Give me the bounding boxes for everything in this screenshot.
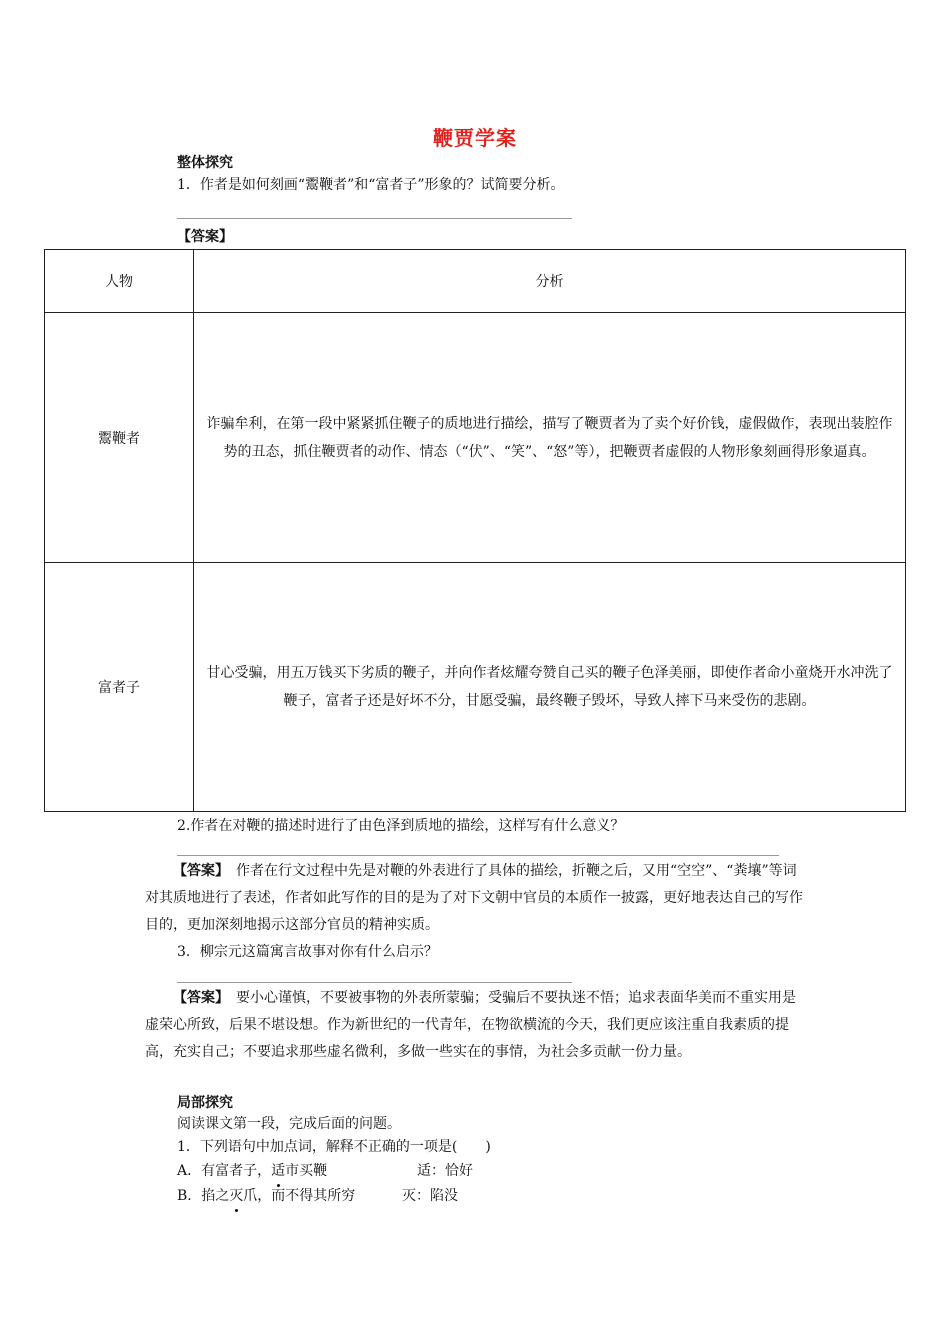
option-a-gloss: 适：恰好 [417, 1163, 473, 1179]
document-title: 鞭贾学案 [433, 126, 517, 150]
row-analysis-text: 诈骗牟利，在第一段中紧紧抓住鞭子的质地进行描绘，描写了鞭贾者为了卖个好价钱，虚假做作，表现出装腔作势的丑态，抓住鞭贾者的动作、情态（“伏”、“笑”、“怒”等），把鞭贾者虚假的人物形象刻画得形象逼真。 [206, 415, 893, 460]
table-row [45, 563, 906, 812]
answer-2 [145, 858, 805, 939]
answer-label-1: 【答案】 [177, 229, 233, 245]
section-heading-overall: 整体探究 [177, 155, 233, 171]
header-person: 人物 [45, 250, 194, 313]
section-intro: 阅读课文第一段，完成后面的问题。 [177, 1116, 401, 1132]
option-a-suffix: 市买鞭 [285, 1163, 328, 1179]
answer-label-2: 【答案】 [173, 863, 222, 879]
analysis-table [44, 249, 906, 812]
option-a [177, 1161, 777, 1182]
answer-label-3: 【答案】 [173, 990, 222, 1006]
section-heading-local: 局部探究 [177, 1095, 233, 1111]
answer-line-1 [177, 218, 572, 219]
option-b-dotted-word: 灭 [229, 1186, 243, 1207]
row-person: 富者子 [45, 563, 194, 812]
question-3: 3．柳宗元这篇寓言故事对你有什么启示？ [177, 944, 438, 960]
option-a-prefix: A．有富者子， [177, 1163, 272, 1179]
option-b [177, 1186, 777, 1207]
answer-line-2 [177, 855, 779, 856]
answer-line-3 [177, 982, 572, 983]
answer-3 [145, 985, 805, 1066]
table-row [45, 313, 906, 563]
row-analysis-text: 甘心受骗，用五万钱买下劣质的鞭子，并向作者炫耀夸赞自己买的鞭子色泽美丽，即使作者命小童烧开水冲洗了鞭子，富者子还是好坏不分，甘愿受骗，最终鞭子毁坏，导致人摔下马来受伤的悲剧。 [206, 665, 893, 709]
answer-3-text: 要小心谨慎，不要被事物的外表所蒙骗；受骗后不要执迷不悟；追求表面华美而不重实用是虚荣心所致，后果不堪设想。作为新世纪的一代青年，在物欲横流的今天，我们更应该注重自我素质的提高，充实自己；不要追求那些虚名微利，多做一些实在的事情，为社会多贡献一份力量。 [145, 990, 796, 1060]
row-analysis [194, 313, 906, 563]
header-analysis: 分析 [194, 250, 906, 313]
option-b-gloss: 灭：陷没 [402, 1188, 458, 1204]
option-b-suffix: 爪，而不得其所穷 [243, 1188, 356, 1204]
question-2: 2.作者在对鞭的描述时进行了由色泽到质地的描绘，这样写有什么意义？ [177, 818, 625, 834]
option-a-dotted-word: 适 [271, 1161, 285, 1182]
option-b-prefix: B．掐之 [177, 1188, 230, 1204]
table-header-row [45, 250, 906, 313]
answer-2-text: 作者在行文过程中先是对鞭的外表进行了具体的描绘，折鞭之后，又用“空空”、“粪壤”等词对其质地进行了表述，作者如此写作的目的是为了对下文朝中官员的本质作一披露，更好地表达自己的写作目的，更加深刻地揭示这部分官员的精神实质。 [145, 863, 803, 933]
question-1: 1．作者是如何刻画“鬻鞭者”和“富者子”形象的？试简要分析。 [177, 177, 565, 193]
row-analysis [194, 563, 906, 812]
question-local-1: 1．下列语句中加点词，解释不正确的一项是( ) [177, 1139, 491, 1155]
row-person: 鬻鞭者 [45, 313, 194, 563]
